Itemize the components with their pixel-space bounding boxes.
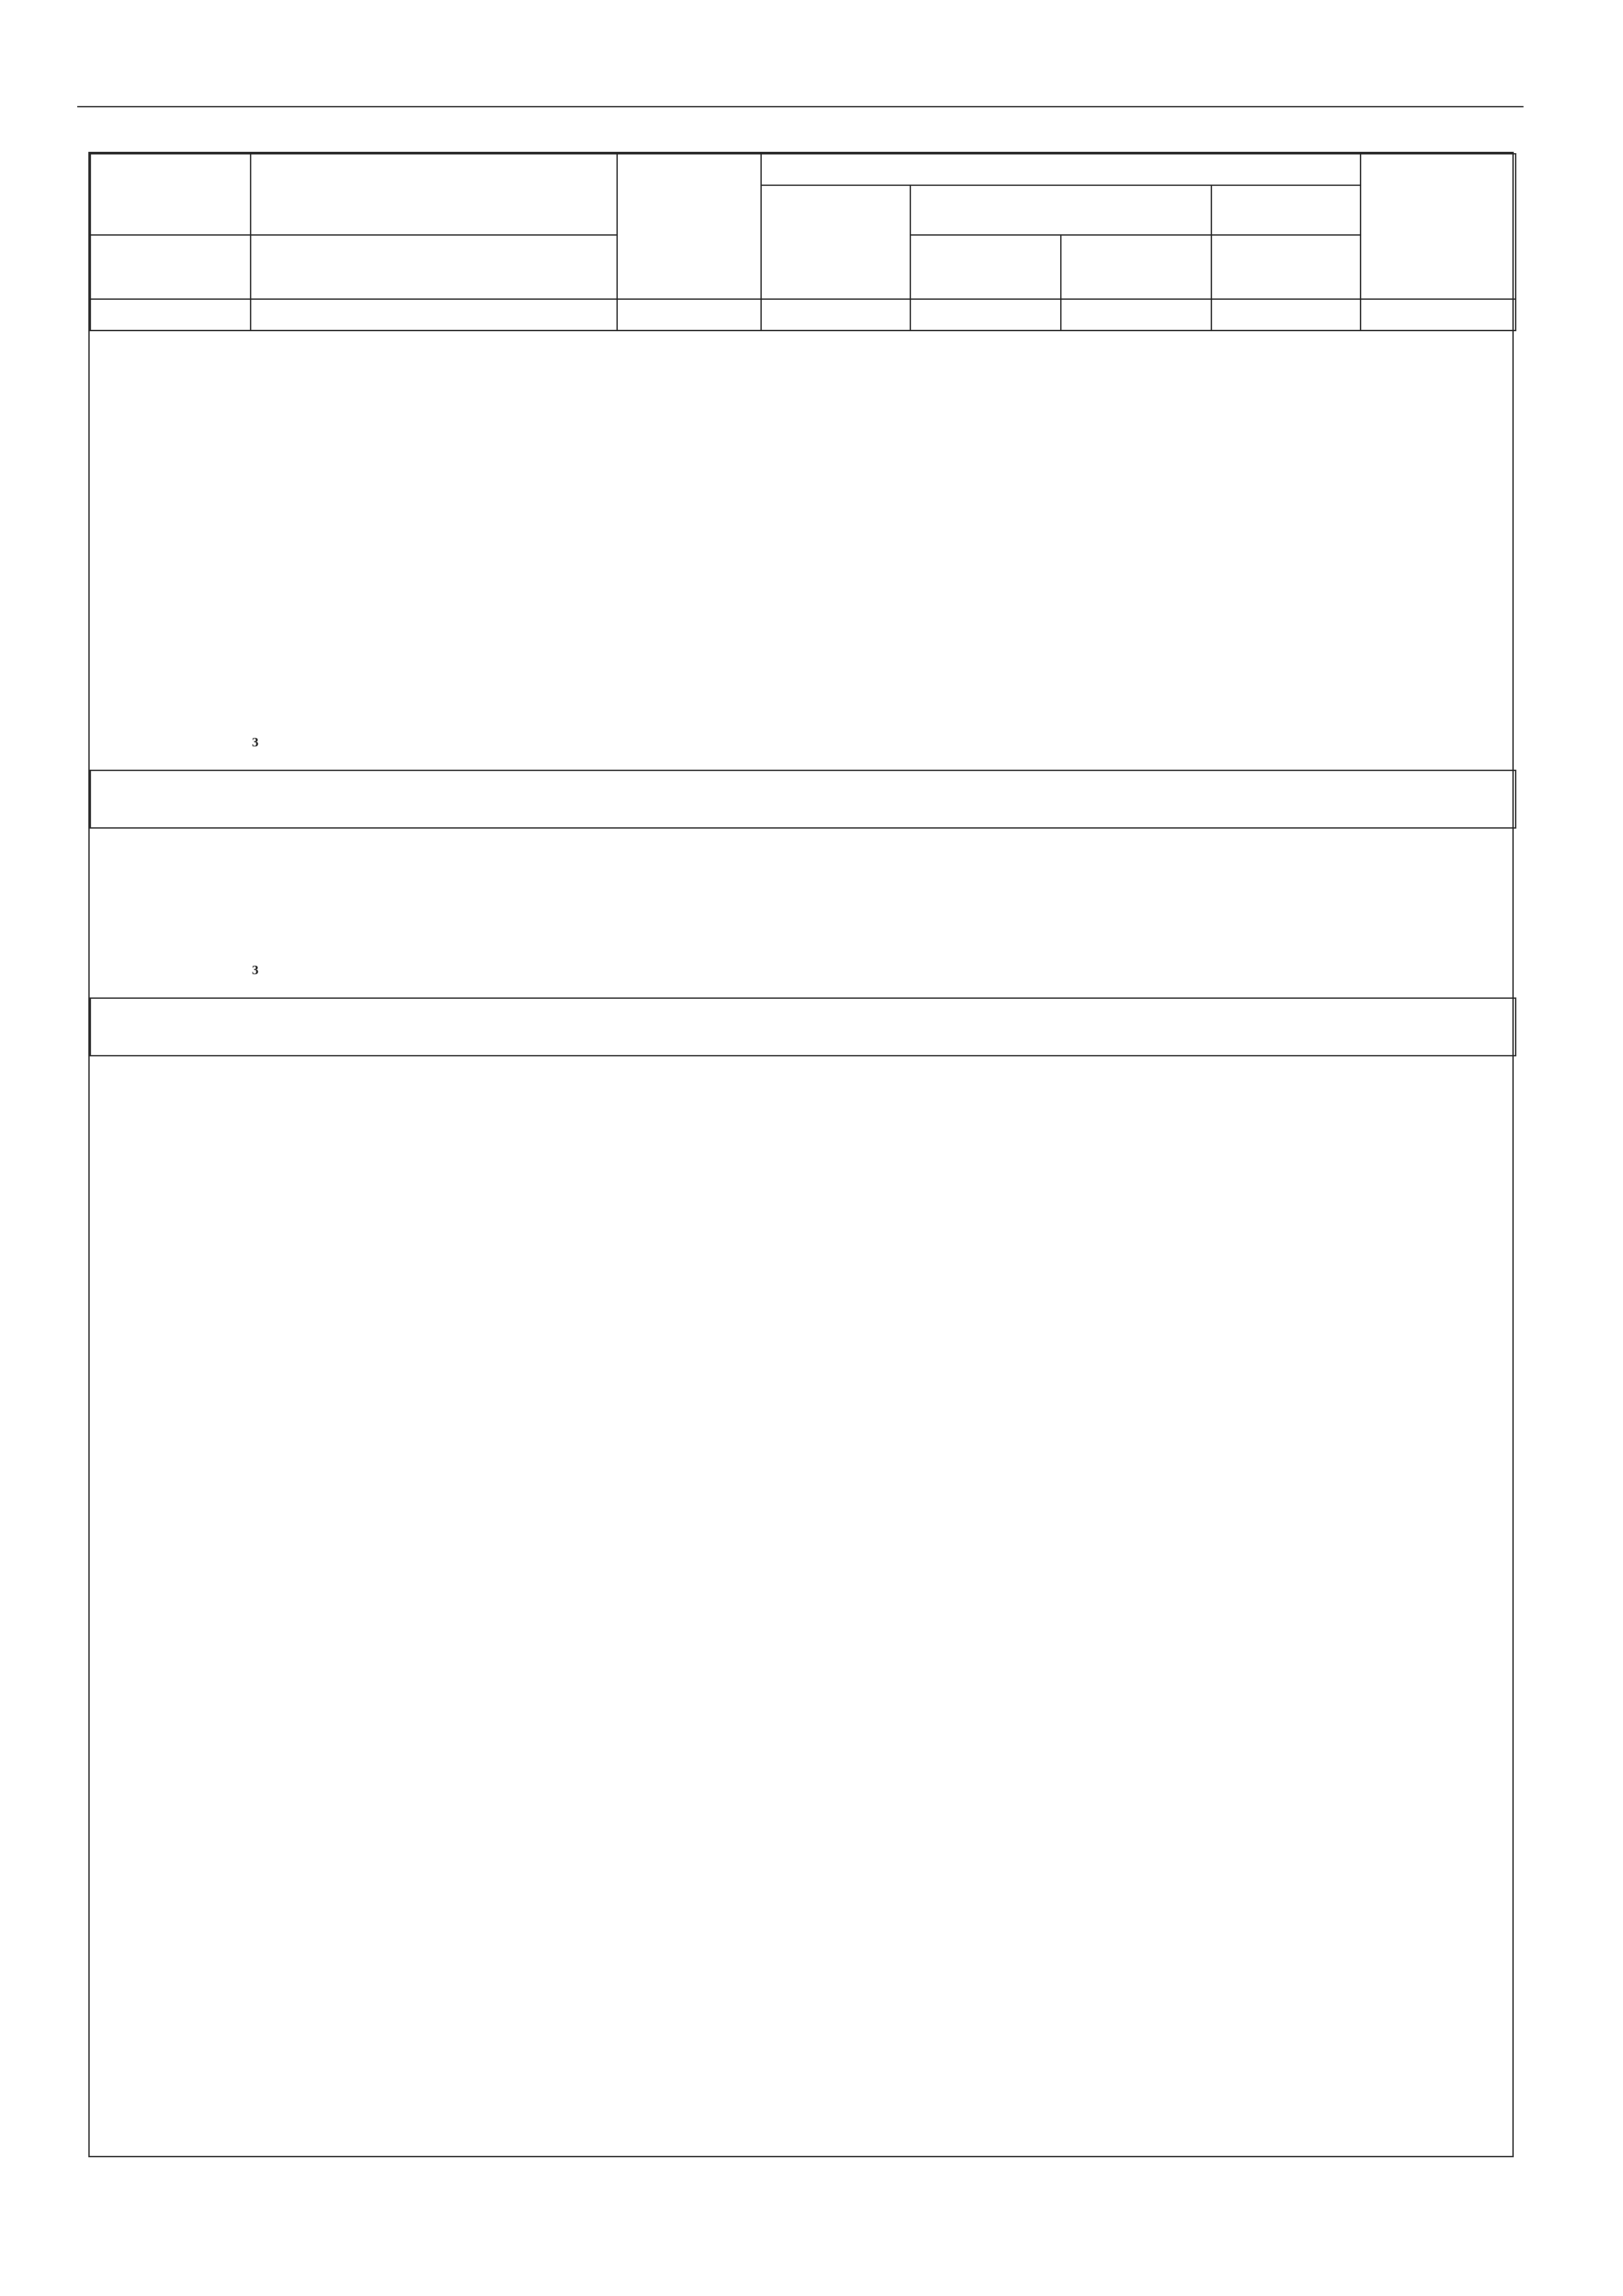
col-labor-pay xyxy=(761,185,910,299)
index-cell xyxy=(761,299,910,331)
meter xyxy=(252,736,259,759)
col-materials-consumption xyxy=(1211,235,1361,299)
table-03-04-002 xyxy=(90,997,1516,1056)
cubic-sup: 3 xyxy=(252,963,259,978)
col-including xyxy=(761,154,1361,185)
table-2-heading xyxy=(90,829,1515,997)
group-header xyxy=(90,770,1516,828)
cubic-sup: 3 xyxy=(252,735,259,750)
col-name-works xyxy=(251,154,617,235)
col-direct-costs xyxy=(617,154,761,299)
col-labor-hours xyxy=(1361,154,1516,299)
index-cell xyxy=(617,299,761,331)
index-cell xyxy=(1211,299,1361,331)
col-materials xyxy=(1211,185,1361,235)
col-machines-total xyxy=(910,235,1061,299)
index-cell xyxy=(251,299,617,331)
index-cell xyxy=(1361,299,1516,331)
col-name-materials xyxy=(251,235,617,299)
col-machinists-pay xyxy=(1061,235,1211,299)
index-cell xyxy=(910,299,1061,331)
rates-frame xyxy=(88,152,1514,2157)
group-header xyxy=(90,998,1516,1056)
index-cell xyxy=(90,299,251,331)
index-cell xyxy=(1061,299,1211,331)
header-table xyxy=(90,153,1516,331)
col-rate-numbers xyxy=(90,154,251,235)
col-material-codes xyxy=(90,235,251,299)
col-machines xyxy=(910,185,1211,235)
section-block xyxy=(90,331,1515,770)
meter xyxy=(252,963,259,987)
header-rule xyxy=(77,106,1524,107)
table-03-04-001 xyxy=(90,770,1516,829)
